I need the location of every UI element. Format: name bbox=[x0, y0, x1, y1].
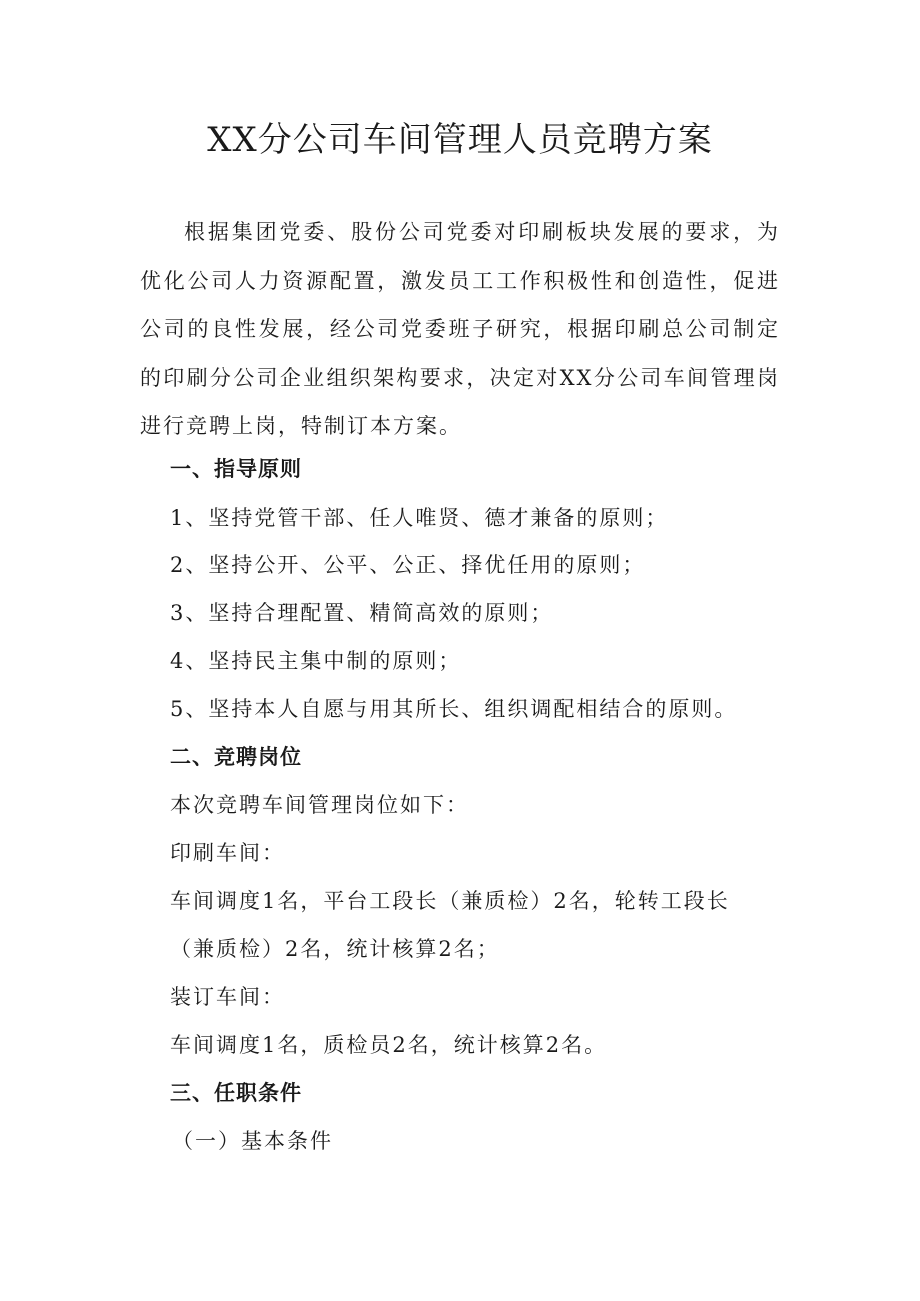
principle-item-4: 4、坚持民主集中制的原则； bbox=[170, 649, 462, 673]
subsection-basic-conditions: （一）基本条件 bbox=[172, 1129, 333, 1153]
binding-workshop-positions: 车间调度1名，质检员2名，统计核算2名。 bbox=[170, 1033, 608, 1057]
principle-item-3: 3、坚持合理配置、精简高效的原则； bbox=[170, 601, 554, 625]
section-heading-guiding-principles: 一、指导原则 bbox=[170, 457, 302, 481]
principle-item-1: 1、坚持党管干部、任人唯贤、德才兼备的原则； bbox=[170, 506, 669, 530]
principle-item-5: 5、坚持本人自愿与用其所长、组织调配相结合的原则。 bbox=[170, 697, 738, 721]
section-heading-qualifications: 三、任职条件 bbox=[170, 1081, 302, 1105]
printing-workshop-label: 印刷车间： bbox=[170, 841, 285, 865]
printing-workshop-positions-line-1: 车间调度1名，平台工段长（兼质检）2名，轮转工段长 bbox=[170, 889, 730, 913]
section-heading-positions: 二、竞聘岗位 bbox=[170, 745, 302, 769]
intro-paragraph: 根据集团党委、股份公司党委对印刷板块发展的要求，为优化公司人力资源配置，激发员工工作积极性和创造性，促进公司的良性发展，经公司党委班子研究，根据印刷总公司制定的印刷分公司企业组织架构要求，决定对XX分公司车间管理岗进行竞聘上岗，特制订本方案。 bbox=[140, 220, 780, 438]
positions-intro: 本次竞聘车间管理岗位如下： bbox=[170, 793, 469, 817]
document-title: XX分公司车间管理人员竞聘方案 bbox=[207, 120, 713, 160]
principle-item-2: 2、坚持公开、公平、公正、择优任用的原则； bbox=[170, 553, 646, 577]
binding-workshop-label: 装订车间： bbox=[170, 985, 285, 1009]
printing-workshop-positions-line-2: （兼质检）2名，统计核算2名； bbox=[170, 937, 500, 961]
